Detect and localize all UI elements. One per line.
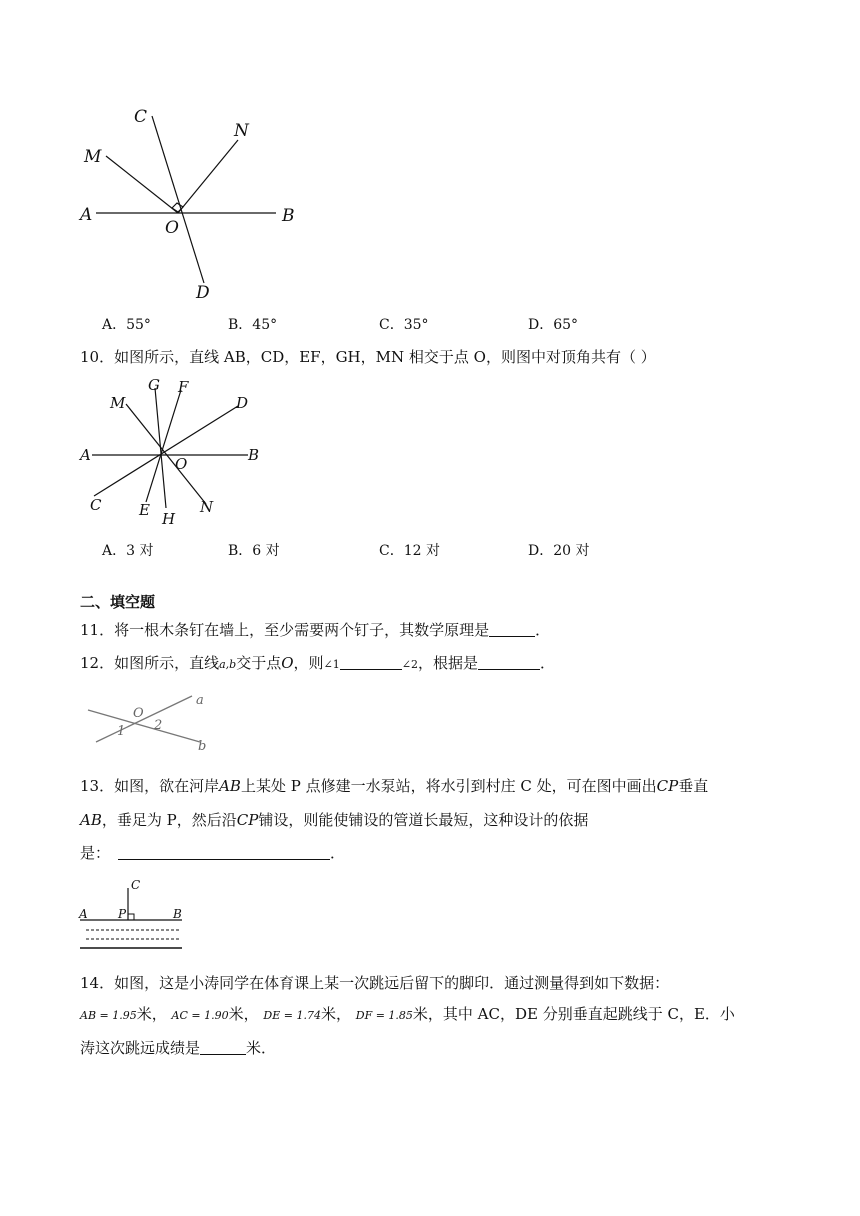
label-b: b [198, 739, 207, 754]
q10-option-a[interactable]: A．3 对 [102, 543, 154, 559]
label-g: G [148, 376, 160, 394]
q13-line-1: 13．如图，欲在河岸AB上某处 P 点修建一水泵站，将水引到村庄 C 处，可在图中画出CP垂直 [80, 777, 709, 795]
q11-text: 11．将一根木条钉在墙上，至少需要两个钉子，其数学原理是 ． [80, 621, 551, 639]
label-a: A [80, 205, 93, 225]
label-o: O [175, 455, 188, 473]
q13-line-3: 是： ． [80, 844, 346, 862]
q9-option-d[interactable]: D．65° [528, 317, 579, 333]
right-angle-mark [128, 914, 134, 920]
label-c: C [134, 107, 148, 127]
label-b: B [173, 907, 182, 921]
label-a: A [80, 446, 91, 464]
q14-line-1: 14．如图，这是小涛同学在体育课上某一次跳远后留下的脚印．通过测量得到如下数据： [80, 974, 670, 992]
ray-on [178, 140, 238, 213]
label-b: B [282, 206, 295, 226]
q10-text: 10．如图所示，直线 AB，CD，EF，GH，MN 相交于点 O，则图中对顶角共有（ ） [80, 348, 656, 366]
q12-text: 12．如图所示，直线a,b交于点O，则∠1 ∠2，根据是 ． [80, 654, 556, 672]
label-m: M [84, 147, 102, 167]
label-1: 1 [117, 724, 126, 739]
q13-figure [78, 876, 188, 952]
q9-option-a[interactable]: A．55° [102, 317, 151, 333]
label-d: D [196, 283, 210, 303]
label-h: H [162, 510, 176, 528]
q13-line-2: AB，垂足为 P，然后沿CP铺设，则能使铺设的管道长最短，这种设计的依据 [80, 811, 589, 829]
label-a: a [196, 693, 204, 708]
q10-figure [78, 372, 278, 532]
label-a: A [79, 907, 88, 921]
q10-option-b[interactable]: B．6 对 [228, 543, 280, 559]
label-e: E [139, 501, 150, 519]
q11-answer-blank[interactable] [489, 622, 535, 637]
q10-option-d[interactable]: D．20 对 [528, 543, 590, 559]
label-d: D [236, 394, 249, 412]
q14-answer-blank[interactable] [200, 1040, 246, 1055]
q12-figure [84, 690, 214, 754]
label-2: 2 [154, 718, 163, 733]
label-n: N [234, 121, 249, 141]
label-m: M [110, 394, 126, 412]
line-cd [152, 116, 204, 283]
label-o: O [165, 218, 179, 238]
section-heading: 二、填空题 [80, 593, 156, 611]
line-cd [94, 406, 238, 496]
q9-figure [76, 100, 306, 305]
q9-option-c[interactable]: C．35° [379, 317, 429, 333]
q9-option-b[interactable]: B．45° [228, 317, 278, 333]
q14-line-2: AB = 1.95米， AC = 1.90米， DE = 1.74米， DF = 1.85米，其中 AC，DE 分别垂直起跳线于 C，E．小 [80, 1005, 735, 1023]
q12-answer-blank-2[interactable] [478, 655, 540, 670]
label-p: P [118, 907, 127, 921]
q13-answer-blank[interactable] [118, 845, 330, 860]
label-n: N [200, 498, 214, 516]
label-c: C [90, 496, 102, 514]
label-o: O [133, 706, 144, 721]
line-mn [126, 404, 206, 504]
q12-answer-blank-1[interactable] [340, 655, 402, 670]
label-c: C [131, 878, 141, 892]
q10-option-c[interactable]: C．12 对 [379, 543, 440, 559]
label-b: B [248, 446, 260, 464]
label-f: F [178, 378, 189, 396]
q14-line-3: 涛这次跳远成绩是 米． [80, 1039, 277, 1057]
